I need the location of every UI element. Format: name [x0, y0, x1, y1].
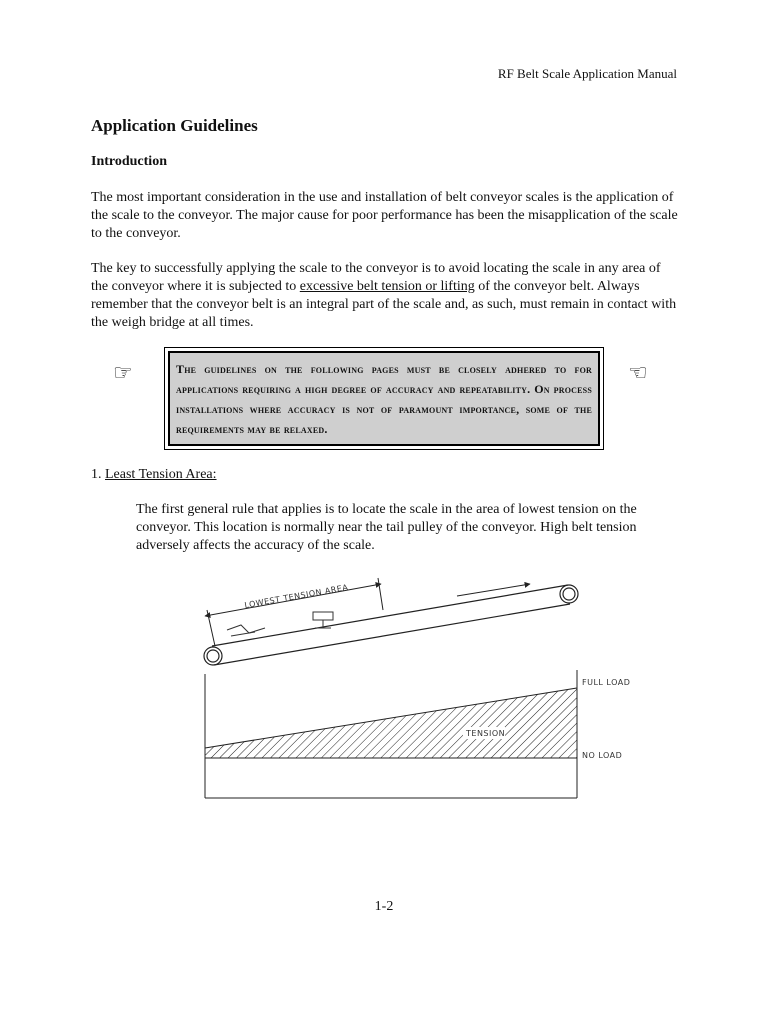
weigh-bridge-sketch	[227, 612, 333, 636]
least-tension-paragraph: The first general rule that applies is to locate the scale in the area of lowest tension on the conveyor. This location is normally near the tail pulley of the conveyor. High belt tension adversely affects the accuracy of the scale.	[136, 502, 637, 553]
list-item-heading	[91, 467, 217, 483]
key-paragraph	[91, 260, 681, 332]
tension-label: TENSION	[466, 729, 506, 738]
tension-diagram	[195, 570, 645, 810]
lowest-tension-label: LOWEST TENSION AREA	[243, 582, 349, 610]
section-heading: Introduction	[91, 154, 167, 169]
conveyor-belt	[204, 582, 578, 665]
no-load-label: NO LOAD	[582, 751, 623, 760]
pointing-hand-icon: ☞	[113, 360, 133, 385]
page-number: 1-2	[374, 899, 394, 914]
tension-chart	[205, 670, 577, 798]
notice-box	[164, 347, 604, 450]
list-item-label: Least Tension Area:	[105, 467, 217, 482]
list-item-number: 1.	[91, 467, 102, 482]
key-paragraph-start: The key to successfully applying the scale to the conveyor is to avoid locating the scale in any area of the conveyor where it is subjected to	[91, 261, 661, 294]
page-title: Application Guidelines	[91, 116, 258, 135]
notice-text: The guidelines on the following pages must be closely adhered to for applications requiring a high degree of accuracy and repeatability. On process installations where accuracy is not of paramount importance, some of the requirements may be relaxed.	[168, 351, 600, 446]
full-load-label: FULL LOAD	[582, 678, 631, 687]
key-paragraph-end: of the conveyor belt. Always remember that the conveyor belt is an integral part of the scale and, as such, must remain in contact with the weigh bridge at all times.	[91, 279, 677, 330]
intro-paragraph: The most important consideration in the use and installation of belt conveyor scales is the application of the scale to the conveyor. The major cause for poor performance has been the misapplication of the scale to the conveyor.	[91, 190, 678, 241]
direction-arrow	[457, 584, 530, 596]
emphasis-underlined: excessive belt tension or lifting	[299, 279, 475, 294]
running-header: RF Belt Scale Application Manual	[497, 66, 677, 81]
pointing-hand-icon: ☞	[628, 360, 648, 385]
